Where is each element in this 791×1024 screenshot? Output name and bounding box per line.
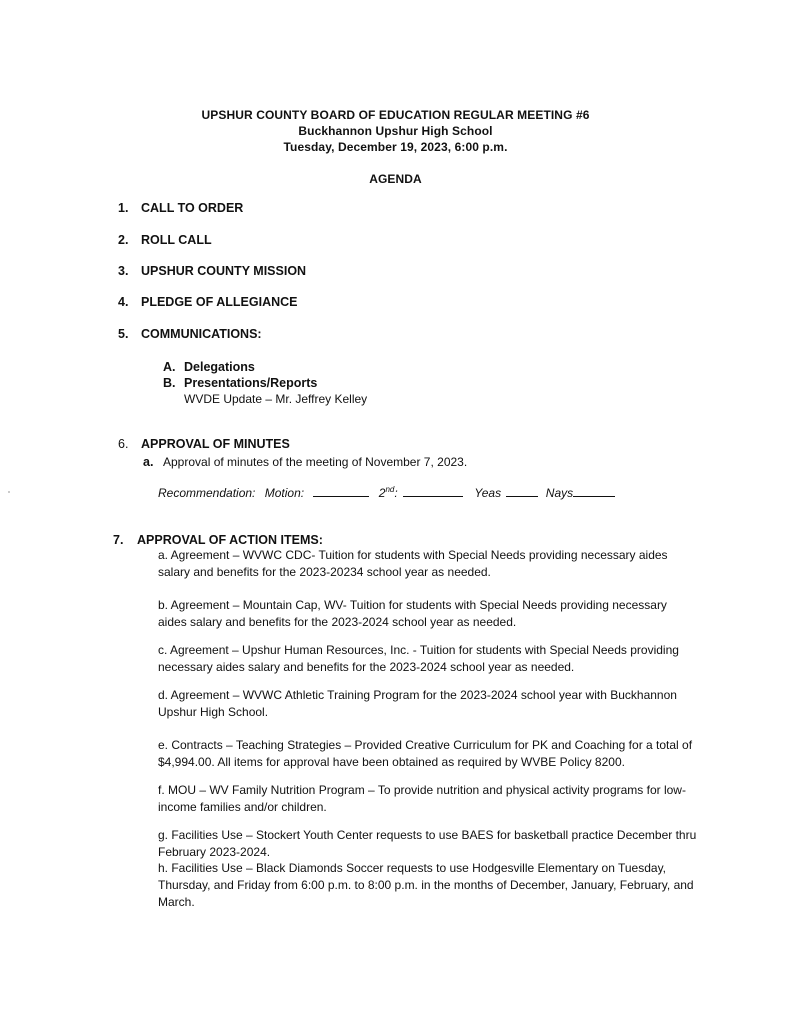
meeting-title: UPSHUR COUNTY BOARD OF EDUCATION REGULAR MEETING #6 [201,108,590,122]
item-title-action-items: APPROVAL OF ACTION ITEMS: [137,533,323,547]
item-number: 5. [118,327,129,341]
subitem-letter: a. [143,455,154,469]
recommendation-label: Recommendation: [158,486,256,500]
item-number: 3. [118,264,129,278]
subitem-letter: A. [163,360,176,374]
action-item-d: d. Agreement – WVWC Athletic Training Program for the 2023-2024 school year with Buckhannon Upshur High School. [158,688,677,719]
nays-label: Nays [545,486,574,500]
item-number: 6. [118,437,129,451]
motion-label: Motion: [264,486,305,500]
minutes-approval-text: Approval of minutes of the meeting of November 7, 2023. [163,455,468,469]
action-item-e: e. Contracts – Teaching Strategies – Provided Creative Curriculum for PK and Coaching for a total of $4,994.00. All items for approval have been obtained as required by WVBE Policy 8200. [158,738,693,769]
action-item-h: h. Facilities Use – Black Diamonds Soccer requests to use Hodgesville Elementary on Tuesday, Thursday, and Friday from 6:00 p.m. to 8:00 p.m. in the months of December, January, February, and March. [158,861,694,909]
meeting-location: Buckhannon Upshur High School [298,124,493,138]
action-item-c: c. Agreement – Upshur Human Resources, Inc. - Tuition for students with Special Needs providing necessary aides salary and benefits for the 2023-2024 school year as needed. [158,643,679,674]
action-item-a: a. Agreement – WVWC CDC- Tuition for students with Special Needs providing necessary aides salary and benefits for the 2023-20234 school year as needed. [158,548,668,579]
item-title-communications: COMMUNICATIONS: [141,327,262,341]
subitem-letter: B. [163,376,176,390]
report-detail: WVDE Update – Mr. Jeffrey Kelley [184,392,368,406]
item-title-pledge: PLEDGE OF ALLEGIANCE [141,295,298,309]
recommendation-line [158,485,617,500]
action-item-b: b. Agreement – Mountain Cap, WV- Tuition for students with Special Needs providing necessary aides salary and benefits for the 2023-2024 school year as needed. [158,598,667,629]
item-title-roll-call: ROLL CALL [141,233,212,247]
second-blank [403,485,463,497]
item-number: 7. [113,533,124,547]
nays-blank [573,485,615,497]
agenda-heading: AGENDA [369,172,422,186]
item-title-minutes: APPROVAL OF MINUTES [141,437,290,451]
second-label: 2nd: [378,485,398,500]
item-number: 4. [118,295,129,309]
item-number: 2. [118,233,129,247]
action-item-f: f. MOU – WV Family Nutrition Program – To provide nutrition and physical activity programs for low-income families and/or children. [158,783,686,814]
item-number: 1. [118,201,129,215]
meeting-datetime: Tuesday, December 19, 2023, 6:00 p.m. [283,140,508,154]
subitem-delegations: Delegations [184,360,255,374]
yeas-blank [506,485,538,497]
yeas-label: Yeas [474,486,502,500]
item-title-mission: UPSHUR COUNTY MISSION [141,264,307,278]
scan-speck [8,491,10,493]
motion-blank [313,485,369,497]
action-item-g: g. Facilities Use – Stockert Youth Center requests to use BAES for basketball practice December thru February 2023-2024. [158,828,697,859]
subitem-presentations: Presentations/Reports [184,376,318,390]
item-title-call-to-order: CALL TO ORDER [141,201,244,215]
